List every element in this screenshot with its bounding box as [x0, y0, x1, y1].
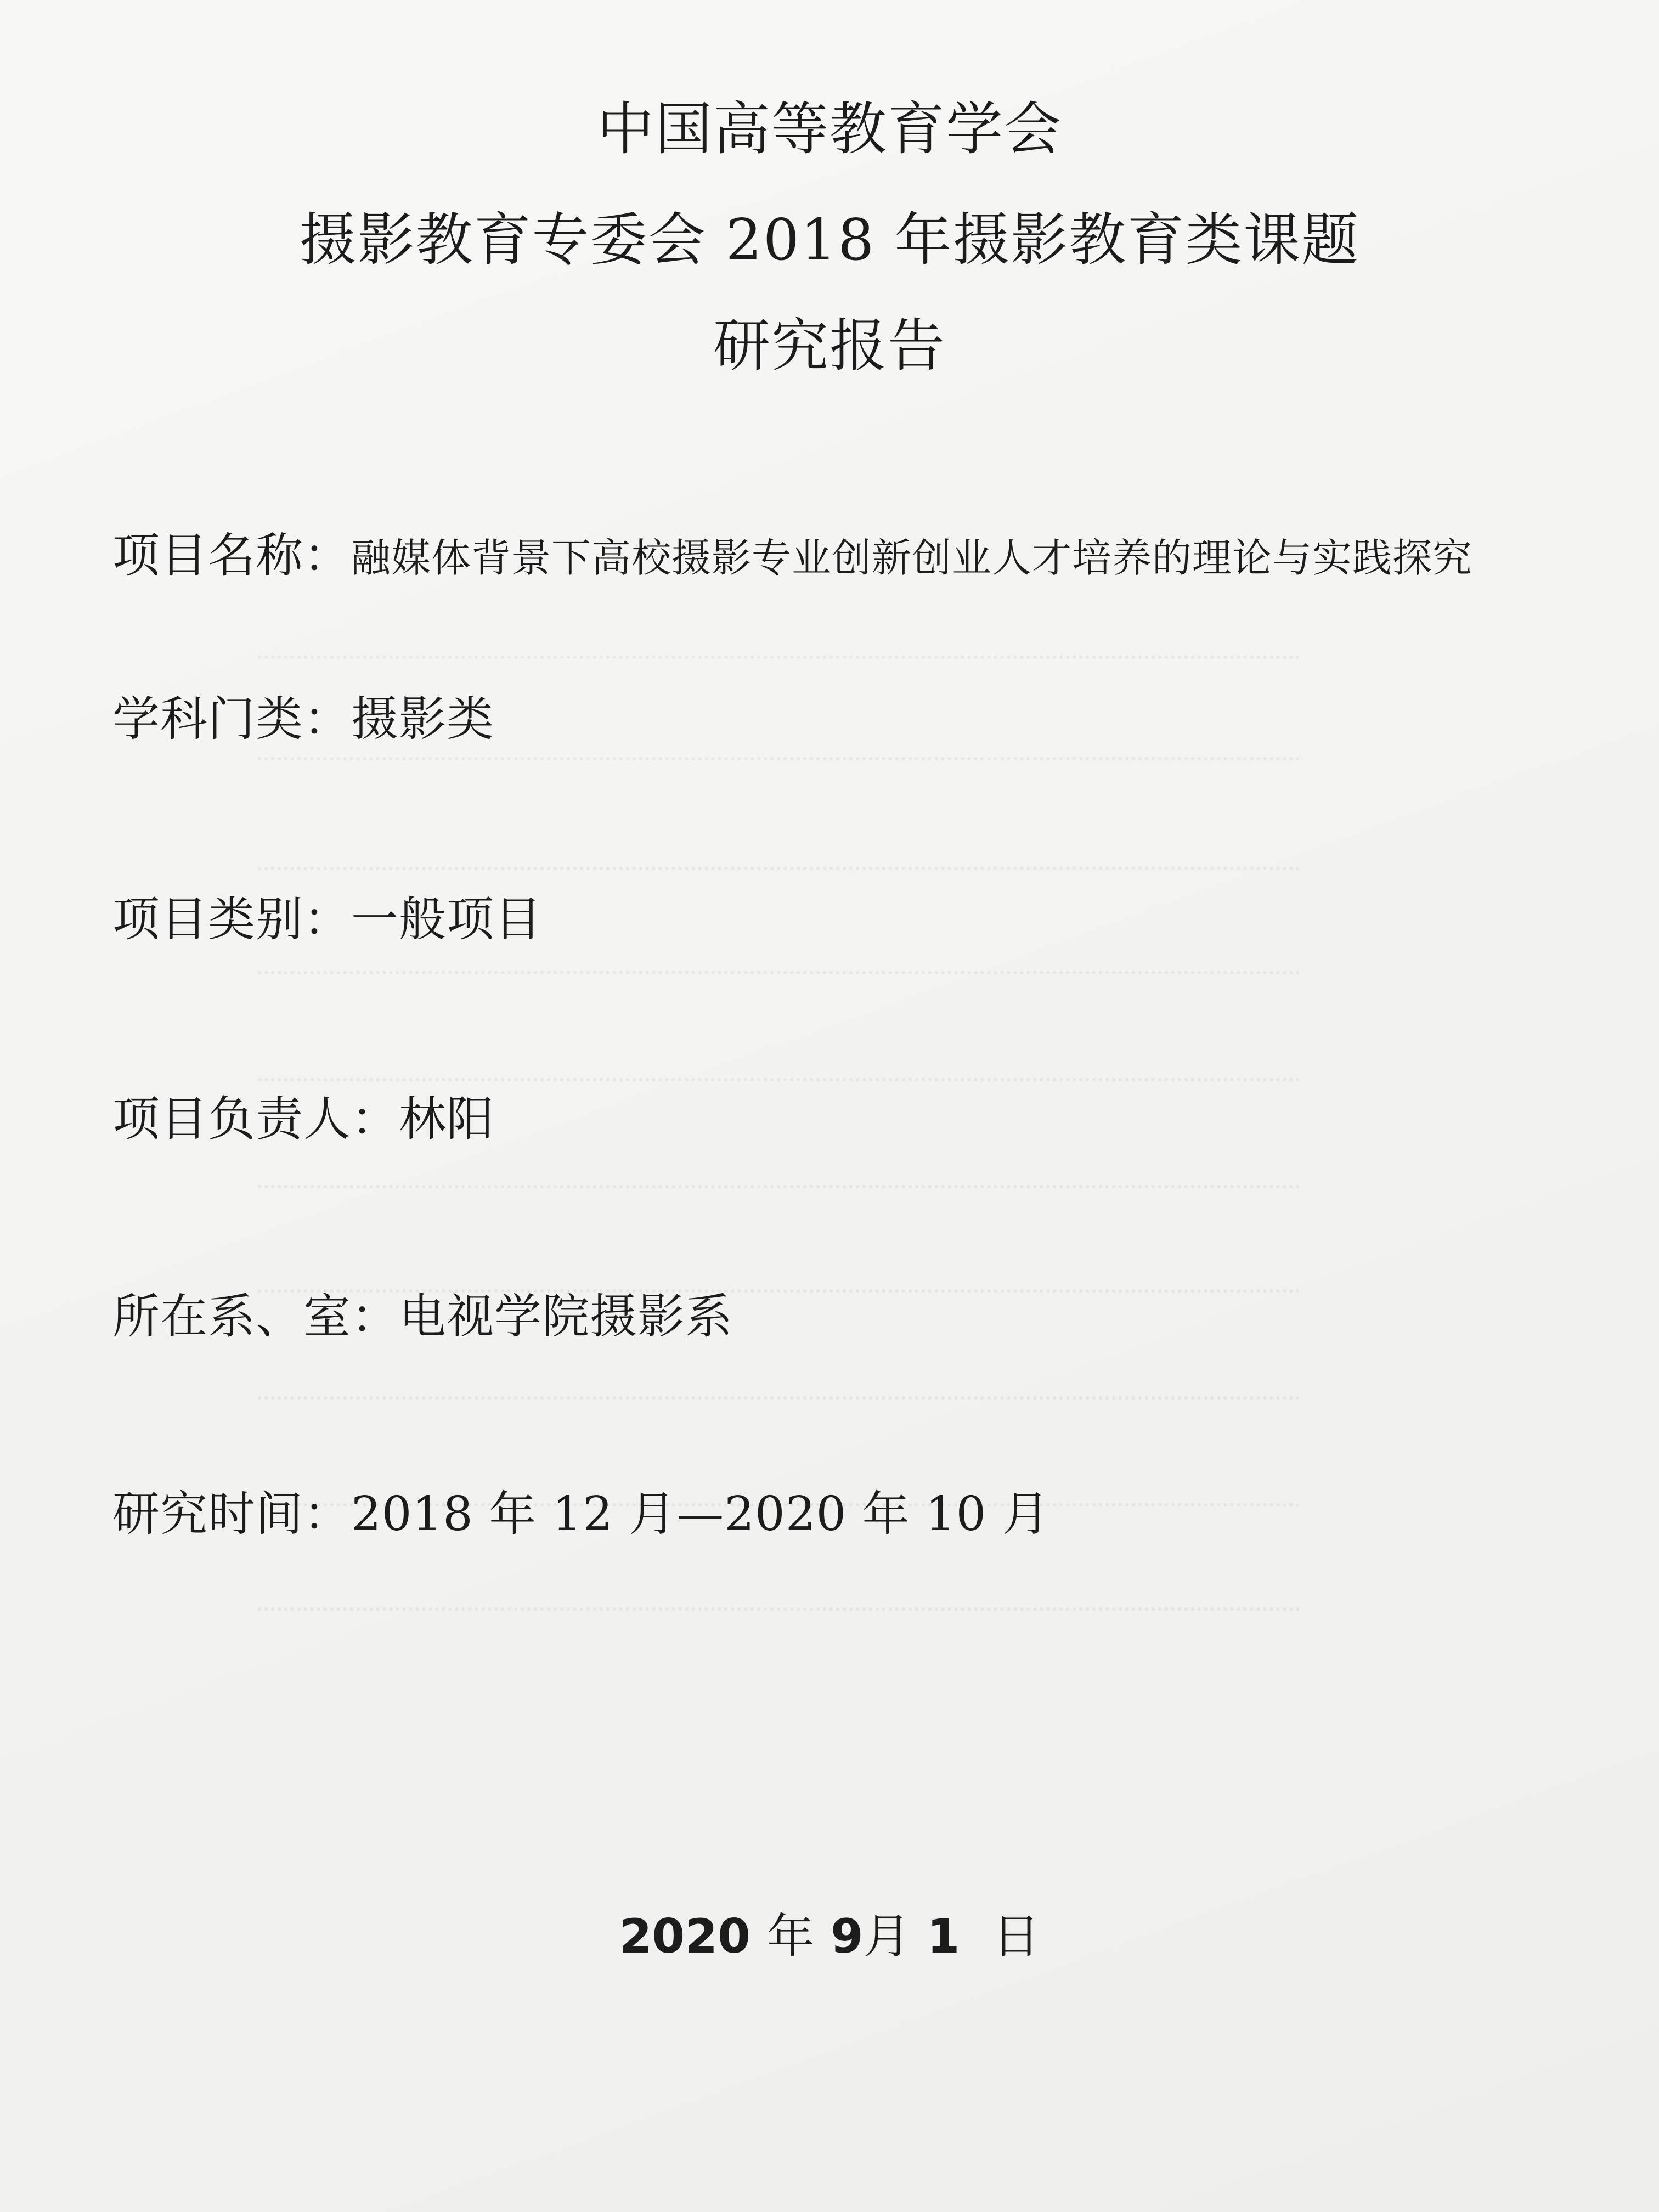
- field-leader: [112, 1089, 494, 1149]
- bleed-through-mark: [258, 971, 1300, 974]
- bleed-through-mark: [258, 757, 1300, 760]
- field-period: [112, 1484, 1050, 1544]
- date-year-unit: 年: [766, 1909, 814, 1964]
- field-category-label: 项目类别：: [112, 892, 351, 947]
- field-project-name: [112, 526, 1472, 588]
- field-department-value: 电视学院摄影系: [399, 1289, 733, 1344]
- field-project-name-value: 融媒体背景下高校摄影专业创新创业人才培养的理论与实践探究: [351, 535, 1473, 581]
- date-month: 9: [830, 1909, 864, 1964]
- field-period-value: 2018 年 12 月—2020 年 10 月: [351, 1487, 1050, 1542]
- date-day-unit: 日: [992, 1909, 1040, 1964]
- date-month-unit: 月: [863, 1909, 911, 1964]
- bleed-through-mark: [258, 867, 1300, 870]
- field-department: [112, 1286, 733, 1347]
- field-category: [112, 889, 542, 950]
- field-department-label: 所在系、室：: [112, 1289, 399, 1344]
- header-report-title: 研究报告: [713, 312, 946, 379]
- field-category-value: 一般项目: [351, 892, 542, 947]
- bleed-through-mark: [258, 656, 1300, 659]
- bleed-through-mark: [258, 1185, 1300, 1188]
- field-leader-value: 林阳: [399, 1092, 494, 1147]
- date-year: 2020: [619, 1909, 751, 1964]
- field-subject: [112, 689, 494, 749]
- field-subject-label: 学科门类：: [112, 692, 351, 747]
- date-day: 1: [927, 1909, 960, 1964]
- field-leader-label: 项目负责人：: [112, 1092, 399, 1147]
- field-project-name-label: 项目名称：: [112, 528, 351, 583]
- header-organization: 中国高等教育学会: [596, 95, 1062, 162]
- bleed-through-mark: [258, 1396, 1300, 1400]
- bleed-through-mark: [258, 1607, 1300, 1611]
- report-date: [0, 1906, 1659, 1967]
- header-committee-topic: 摄影教育专委会 2018 年摄影教育类课题: [299, 206, 1360, 273]
- field-period-label: 研究时间：: [112, 1487, 351, 1542]
- field-subject-value: 摄影类: [351, 692, 494, 747]
- bleed-through-mark: [258, 1078, 1300, 1081]
